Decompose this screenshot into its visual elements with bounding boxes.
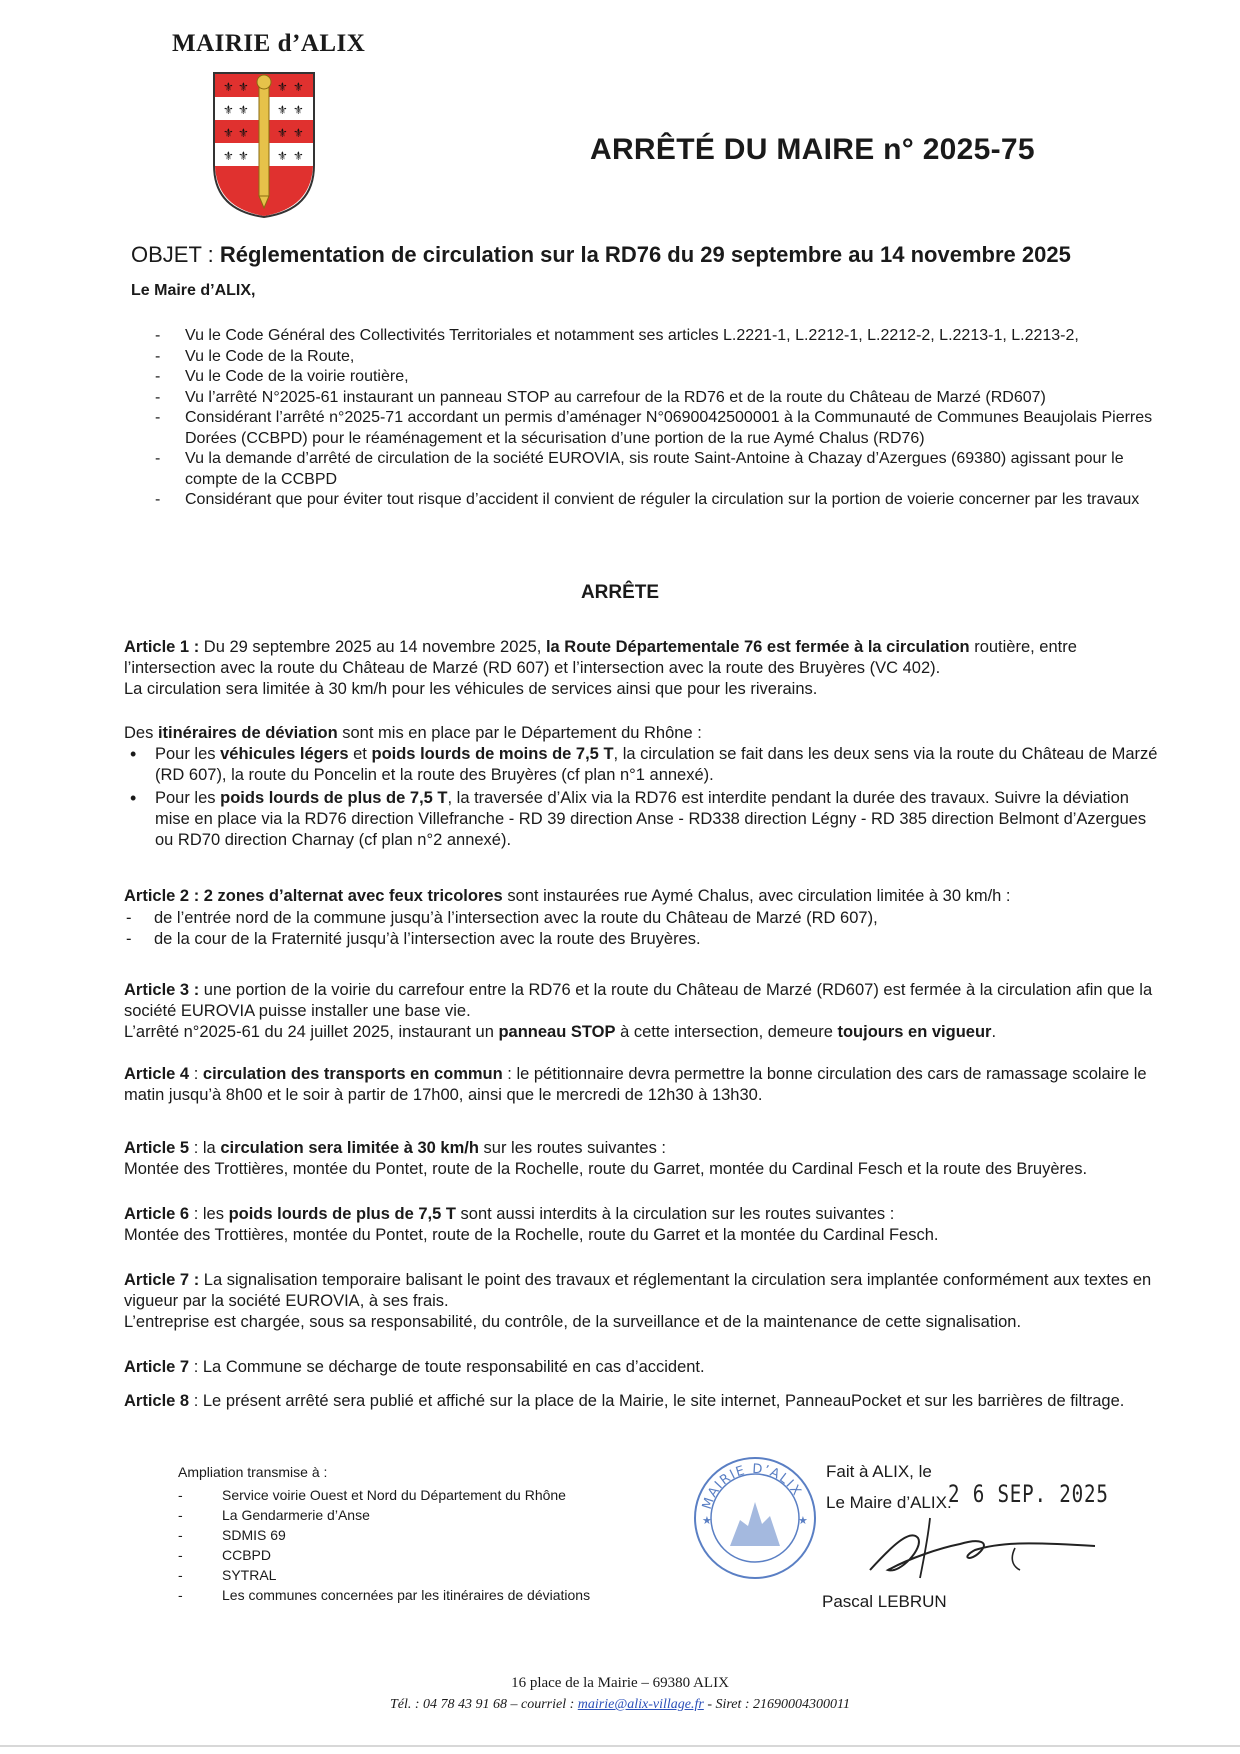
article-5-text: : la [189, 1139, 221, 1157]
article-1-label: Article 1 : [124, 638, 200, 656]
svg-text:⚜: ⚜ [277, 103, 288, 117]
deviation-bold: poids lourds de plus de 7,5 T [220, 789, 448, 807]
article-8 [124, 1391, 1164, 1412]
svg-text:⚜: ⚜ [223, 149, 234, 163]
article-4-sep: : [189, 1065, 203, 1083]
deviation-item [128, 788, 1168, 851]
objet-line [131, 242, 1071, 268]
footer-siret: - Siret : 21690004300011 [703, 1697, 851, 1712]
zone-item: - de la cour de la Fraternité jusqu’à l’intersection avec la route des Bruyères. [122, 929, 878, 950]
le-maire-signature-line: Le Maire d’ALIX. [826, 1493, 952, 1512]
fait-a-line: Fait à ALIX, le [826, 1462, 932, 1481]
visas-list [150, 326, 1160, 511]
visa-item: - Vu le Code Général des Collectivités Territoriales et notamment ses articles L.2221-1, L.2212-1, L.2212-2, L.2213-1, L.2213-2, [150, 326, 1160, 347]
article-3-label: Article 3 : [124, 981, 200, 999]
visa-item: - Vu le Code de la Route, [150, 347, 1160, 368]
arrete-heading: ARRÊTE [580, 582, 660, 603]
article-2 [124, 886, 1164, 907]
ampliation-item: - SYTRAL [178, 1565, 590, 1585]
visa-item: - Vu l’arrêté N°2025-61 instaurant un panneau STOP au carrefour de la RD76 et de la route du Château de Marzé (RD607) [150, 388, 1160, 409]
ampliation-list [178, 1485, 590, 1605]
visa-item: - Considérant que pour éviter tout risque d’accident il convient de réguler la circulation sur la portion de voierie concerner par les travaux [150, 490, 1160, 511]
article-3 [124, 980, 1164, 1043]
svg-text:⚜: ⚜ [293, 149, 304, 163]
page-bottom-divider [0, 1745, 1240, 1747]
deviations-list [128, 744, 1168, 853]
svg-text:⚜: ⚜ [238, 149, 249, 163]
deviation-item [128, 744, 1168, 786]
article-5-text: sur les routes suivantes : [478, 1139, 667, 1157]
article-3-line2: à cette intersection, demeure [615, 1023, 838, 1041]
footer-tel: Tél. : 04 78 43 91 68 – courriel : [389, 1697, 578, 1712]
le-maire-heading: Le Maire d’ALIX, [131, 282, 256, 299]
article-7-bis [124, 1357, 1164, 1378]
article-8-label: Article 8 [124, 1392, 190, 1410]
deviations-intro [124, 723, 1164, 744]
article-7-line2: L’entreprise est chargée, sous sa responsabilité, du contrôle, de la surveillance et de la maintenance de cette signalisation. [124, 1313, 1022, 1331]
article-7-bis-text: : La Commune se décharge de toute responsabilité en cas d’accident. [189, 1358, 705, 1376]
article-6-bold: poids lourds de plus de 7,5 T [228, 1205, 456, 1223]
article-2-label: Article 2 : [124, 887, 204, 905]
mairie-title: MAIRIE d’ALIX [172, 30, 366, 57]
article-4 [124, 1064, 1164, 1106]
article-6-line2: Montée des Trottières, montée du Pontet, route de la Rochelle, route du Garret et la montée du Cardinal Fesch. [124, 1226, 939, 1244]
ampliation-item: - CCBPD [178, 1545, 590, 1565]
coat-of-arms-icon [211, 70, 317, 220]
article-1-bold: la Route Départementale 76 est fermée à la circulation [545, 638, 970, 656]
article-3-text: une portion de la voirie du carrefour entre la RD76 et la route du Château de Marzé (RD607) est fermée à la circulation afin que la société EUROVIA puisse installer une base vie. [124, 981, 1153, 1020]
article-5-line2: Montée des Trottières, montée du Pontet, route de la Rochelle, route du Garret, montée du Cardinal Fesch et la route des Bruyères. [124, 1160, 1088, 1178]
deviations-intro-bold: itinéraires de déviation [157, 724, 338, 742]
ampliation-item: - Service voirie Ouest et Nord du Département du Rhône [178, 1485, 590, 1505]
article-1-text-b: routière, entre l’intersection avec la route du Château de Marzé (RD 607) et l’intersection avec la route des Bruyères (VC 402). [124, 638, 1077, 677]
article-6-text: : les [189, 1205, 229, 1223]
date-stamp: 2 6 SEP. 2025 [948, 1480, 1109, 1508]
stamp-text: MAIRIE D’ALIX [699, 1461, 805, 1512]
article-4-label: Article 4 [124, 1065, 190, 1083]
deviation-bold: poids lourds de moins de 7,5 T [371, 745, 614, 763]
article-7-text: La signalisation temporaire balisant le point des travaux et réglementant la circulation sera implantée conformément aux textes en vigueur par la société EUROVIA, à ses frais. [124, 1271, 1152, 1310]
article-6-text: sont aussi interdits à la circulation sur les routes suivantes : [455, 1205, 895, 1223]
svg-text:⚜: ⚜ [238, 103, 249, 117]
svg-text:⚜: ⚜ [223, 126, 234, 140]
article-5-bold: circulation sera limitée à 30 km/h [220, 1139, 479, 1157]
svg-text:★: ★ [702, 1515, 712, 1527]
email-link[interactable]: mairie@alix-village.fr [577, 1697, 704, 1712]
document-title: ARRÊTÉ DU MAIRE n° 2025-75 [590, 133, 1035, 166]
article-4-bold: circulation des transports en commun [202, 1065, 503, 1083]
ampliation-item: - SDMIS 69 [178, 1525, 590, 1545]
deviation-text: Pour les [155, 789, 221, 807]
deviation-bold: véhicules légers [220, 745, 349, 763]
visa-item: - Considérant l’arrêté n°2025-71 accordant un permis d’aménager N°0690042500001 à la Communauté de Communes Beaujolais Pierres Dorées (CCBPD) pour le réaménagement et la sécurisation d’une portion de la rue Aymé Chalus (RD76) [150, 408, 1160, 449]
svg-text:⚜: ⚜ [277, 149, 288, 163]
svg-text:⚜: ⚜ [293, 103, 304, 117]
article-3-bold: toujours en vigueur [837, 1023, 992, 1041]
zones-list [122, 908, 878, 950]
article-6-label: Article 6 [124, 1205, 190, 1223]
signature-icon [840, 1508, 1115, 1598]
visa-item: - Vu le Code de la voirie routière, [150, 367, 1160, 388]
article-2-text: sont instaurées rue Aymé Chalus, avec circulation limitée à 30 km/h : [502, 887, 1011, 905]
article-7 [124, 1270, 1164, 1333]
svg-text:⚜: ⚜ [238, 80, 249, 94]
article-7-bis-label: Article 7 [124, 1358, 190, 1376]
article-8-text: : Le présent arrêté sera publié et affiché sur la place de la Mairie, le site internet, PanneauPocket et sur les barrières de filtrage. [189, 1392, 1125, 1410]
deviation-text: , la circulation se fait dans les deux sens via la route du Château de Marzé (RD 607), la route du Poncelin et la route des Bruyères (cf plan n°1 annexé). [155, 745, 1158, 784]
deviations-intro-b: sont mis en place par le Département du Rhône : [337, 724, 702, 742]
svg-text:⚜: ⚜ [223, 103, 234, 117]
deviation-text: Pour les [155, 745, 221, 763]
signer-name: Pascal LEBRUN [822, 1592, 947, 1611]
svg-text:⚜: ⚜ [293, 126, 304, 140]
deviation-text: , la traversée d’Alix via la RD76 est interdite pendant la durée des travaux. Suivre la déviation mise en place via la RD76 direction Villefranche - RD 39 direction Anse - RD338 direction Légny - RD 385 direction Belmont d’Azergues ou RD70 direction Charnay (cf plan n°2 annexé). [155, 789, 1147, 849]
zone-item: - de l’entrée nord de la commune jusqu’à l’intersection avec la route du Château de Marzé (RD 607), [122, 908, 878, 929]
article-4-text: : le pétitionnaire devra permettre la bonne circulation des cars de ramassage scolaire le matin jusqu’à 8h00 et le soir à partir de 17h00, ainsi que le mercredi de 12h30 à 13h30. [124, 1065, 1147, 1104]
svg-text:⚜: ⚜ [293, 80, 304, 94]
article-1 [124, 637, 1164, 700]
objet-label: OBJET : [131, 242, 220, 267]
deviation-text: et [348, 745, 372, 763]
article-1-line2: La circulation sera limitée à 30 km/h pour les véhicules de services ainsi que pour les riverains. [124, 680, 818, 698]
article-1-text: Du 29 septembre 2025 au 14 novembre 2025, [199, 638, 546, 656]
footer-address: 16 place de la Mairie – 69380 ALIX [511, 1675, 729, 1691]
article-2-bold: 2 zones d’alternat avec feux tricolores [203, 887, 503, 905]
article-3-bold: panneau STOP [498, 1023, 616, 1041]
article-5 [124, 1138, 1164, 1180]
visa-item: - Vu la demande d’arrêté de circulation de la société EUROVIA, sis route Saint-Antoine à Chazay d’Azergues (69380) agissant pour le compte de la CCBPD [150, 449, 1160, 490]
footer-contact [0, 1697, 1240, 1713]
svg-text:⚜: ⚜ [277, 80, 288, 94]
svg-text:⚜: ⚜ [223, 80, 234, 94]
deviations-intro-a: Des [124, 724, 158, 742]
article-6 [124, 1204, 1164, 1246]
article-5-label: Article 5 [124, 1139, 190, 1157]
article-3-line2: L’arrêté n°2025-61 du 24 juillet 2025, instaurant un [124, 1023, 499, 1041]
svg-text:⚜: ⚜ [238, 126, 249, 140]
ampliation-item: - Les communes concernées par les itinéraires de déviations [178, 1585, 590, 1605]
objet-text: Réglementation de circulation sur la RD76 du 29 septembre au 14 novembre 2025 [219, 242, 1071, 267]
svg-text:⚜: ⚜ [277, 126, 288, 140]
ampliation-item: - La Gendarmerie d’Anse [178, 1505, 590, 1525]
article-3-line2: . [991, 1023, 997, 1041]
ampliation-title: Ampliation transmise à : [178, 1464, 328, 1480]
svg-text:★: ★ [798, 1515, 808, 1527]
article-7-label: Article 7 : [124, 1271, 200, 1289]
official-stamp-icon [688, 1454, 823, 1582]
